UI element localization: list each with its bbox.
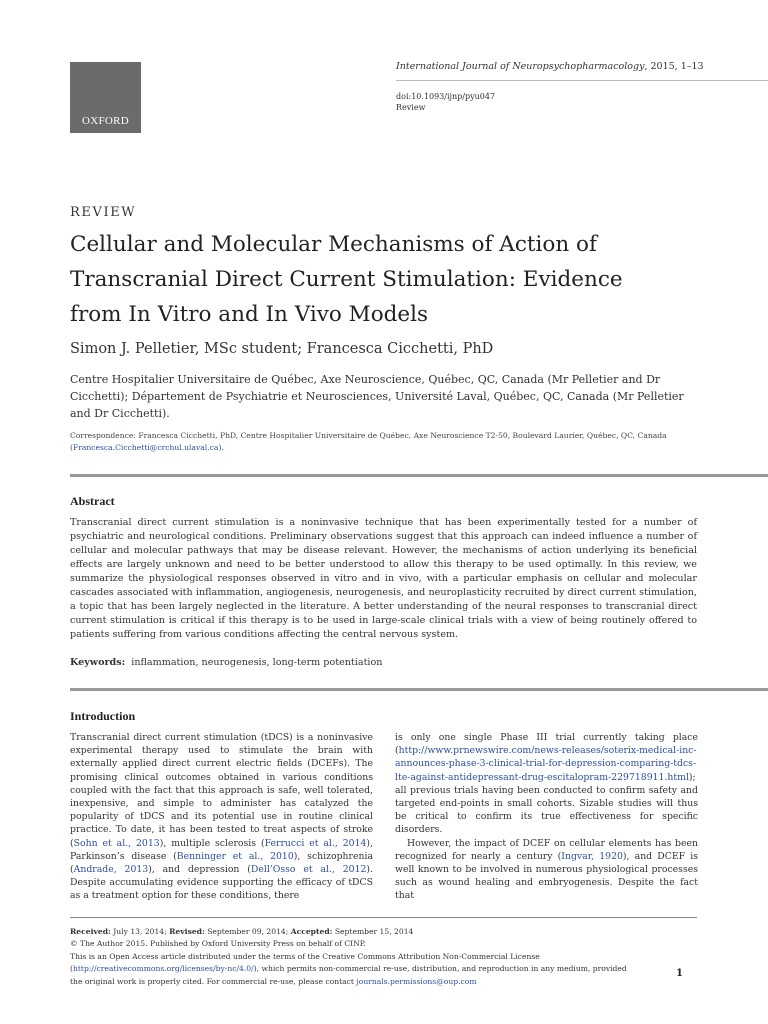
license-text-part: ), which permits non-commercial re-use, distribution, and reproduction in any medium, provided the original work is properly cited. For commercial re-use, please contact — [70, 964, 627, 986]
permissions-email-link[interactable]: journals.permissions@oup.com — [356, 976, 477, 986]
intro-text: ), and depression ( — [148, 864, 251, 876]
intro-right-column — [395, 731, 698, 903]
section-label: REVIEW — [70, 205, 137, 220]
intro-text: ). Despite accumulating evidence supporting the efficacy of tDCS as a treatment option for these conditions, there — [70, 864, 373, 902]
abstract-text: Transcranial direct current stimulation is a noninvasive technique that has been experimentally tested for a number of psychiatric and neurological conditions. Preliminary observations suggest that this approach can indeed influence a number of cellular and molecular pathways that may be disease relevant. However, the mechanisms of action underlying its beneficial effects are largely unknown and need to be better understood to allow this therapy to be used optimally. In this review, we summarize the physiological responses observed in vitro and in vivo, with a particular emphasis on cellular and molecular cascades associated with inflammation, angiogenesis, neurogenesis, and neuroplasticity recruited by direct current stimulation, a topic that has been largely neglected in the literature. A better understanding of the neural responses to transcranial direct current stimulation is critical if this therapy is to be used in large-scale clinical trials with a view of being routinely offered to patients suffering from various conditions affecting the central nervous system. — [70, 517, 697, 640]
keywords — [70, 657, 382, 668]
accepted-label: Accepted: — [290, 927, 333, 936]
citation-link[interactable]: Andrade, 2013 — [73, 864, 149, 876]
intro-text: is only one single Phase III trial currently taking place ( — [395, 732, 698, 757]
authors: Simon J. Pelletier, MSc student; Francesca Cicchetti, PhD — [70, 341, 494, 357]
intro-text: ), and DCEF is well known to be involved in numerous physiological processes such as wound healing and embryogenesis. Despite the fact that — [395, 850, 698, 902]
journal-year-pages: , 2015, 1–13 — [644, 61, 704, 72]
license-text-part: This is an Open Access article distributed under the terms of the Creative Commons Attribution Non-Commercial License ( — [70, 951, 540, 974]
correspondence-text: Correspondence: Francesca Cicchetti, PhD, Centre Hospitalier Universitaire de Québec, Axe Neuroscience T2-50, Boulevard Laurier, Québec, QC, Canada ( — [70, 431, 667, 452]
footer-divider — [70, 917, 697, 918]
license-link[interactable]: http://creativecommons.org/licenses/by-nc/4.0/ — [72, 964, 254, 974]
footer — [70, 926, 630, 988]
citation-link[interactable]: Ferrucci et al., 2014 — [264, 837, 367, 849]
license-text — [70, 951, 630, 988]
correspondence-email-link[interactable]: Francesca.Cicchetti@crchul.ulaval.ca — [72, 443, 219, 452]
article-type: Review — [396, 103, 426, 112]
publisher-logo-text: OXFORD — [81, 115, 130, 127]
trial-url-link[interactable]: http://www.prnewswire.com/news-releases/soterix-medical-inc-announces-phase-3-clinical-trial-for-depression-comparing-tdcs-lte-against-antidepressant-drug-escitalopram-229718911.html — [395, 745, 697, 783]
citation-link[interactable]: Sohn et al., 2013 — [73, 837, 160, 849]
citation-link[interactable]: Dell’Osso et al., 2012 — [250, 864, 367, 876]
journal-citation — [396, 61, 704, 72]
received-label: Received: — [70, 927, 111, 936]
doi[interactable]: doi:10.1093/ijnp/pyu047 — [396, 92, 496, 101]
introduction-heading: Introduction — [70, 709, 136, 723]
journal-name: International Journal of Neuropsychopharmacology — [396, 61, 645, 72]
intro-text: Transcranial direct current stimulation (tDCS) is a noninvasive experimental therapy used to stimulate the brain with externally applied direct current electric fields (DCEFs). The promising clinical outcomes obtained in various conditions coupled with the fact that this approach is safe, well tolerated, inexpensive, and simple to administer has catalyzed the popularity of tDCS and its potential use in routine clinical practice. To date, it has been tested to treat aspects of stroke ( — [70, 732, 373, 849]
publisher-logo — [70, 62, 141, 133]
intro-text: ), multiple sclerosis ( — [159, 837, 265, 849]
received-date: July 13, 2014; — [110, 927, 170, 936]
intro-paragraph — [395, 837, 698, 903]
revised-date: September 09, 2014; — [204, 927, 291, 936]
keywords-label: Keywords: — [70, 657, 126, 668]
correspondence-end: ). — [218, 443, 224, 452]
header-divider — [396, 80, 768, 81]
abstract-heading: Abstract — [70, 494, 115, 508]
intro-text: However, the impact of DCEF on cellular elements has been recognized for nearly a century ( — [395, 837, 698, 862]
citation-link[interactable]: Ingvar, 1920 — [561, 850, 623, 862]
intro-paragraph — [395, 731, 698, 837]
abstract-top-rule — [70, 474, 768, 477]
correspondence — [70, 430, 710, 454]
citation-link[interactable]: Benninger et al., 2010 — [176, 850, 294, 862]
intro-text: ), schizophrenia ( — [70, 850, 373, 876]
copyright-line: © The Author 2015. Published by Oxford University Press on behalf of CINP. — [70, 939, 366, 949]
abstract-bottom-rule — [70, 688, 768, 691]
affiliation: Centre Hospitalier Universitaire de Québec, Axe Neuroscience, Québec, QC, Canada (Mr Pelletier and Dr Cicchetti); Département de Psychiatrie et Neurosciences, Université Laval, Québec, QC, Canada (Mr Pelletier and Dr Cicchetti). — [70, 373, 684, 420]
intro-text: ), Parkinson’s disease ( — [70, 837, 373, 862]
intro-left-column — [70, 731, 373, 903]
accepted-date: September 15, 2014 — [332, 927, 414, 936]
revised-label: Revised: — [169, 927, 205, 936]
keywords-list: inflammation, neurogenesis, long-term potentiation — [131, 657, 383, 668]
dates-line — [70, 926, 630, 938]
intro-text: ); all previous trials having been conducted to confirm safety and targeted end-points in small cohorts. Sizable studies will thus be critical to confirm its true effectiveness for specific disorders. — [395, 771, 698, 836]
article-title: Cellular and Molecular Mechanisms of Action of Transcranial Direct Current Stimulation: Evidence from In Vitro and In Vivo Models — [70, 232, 623, 327]
page-number: 1 — [676, 968, 683, 979]
intro-paragraph — [70, 731, 373, 903]
